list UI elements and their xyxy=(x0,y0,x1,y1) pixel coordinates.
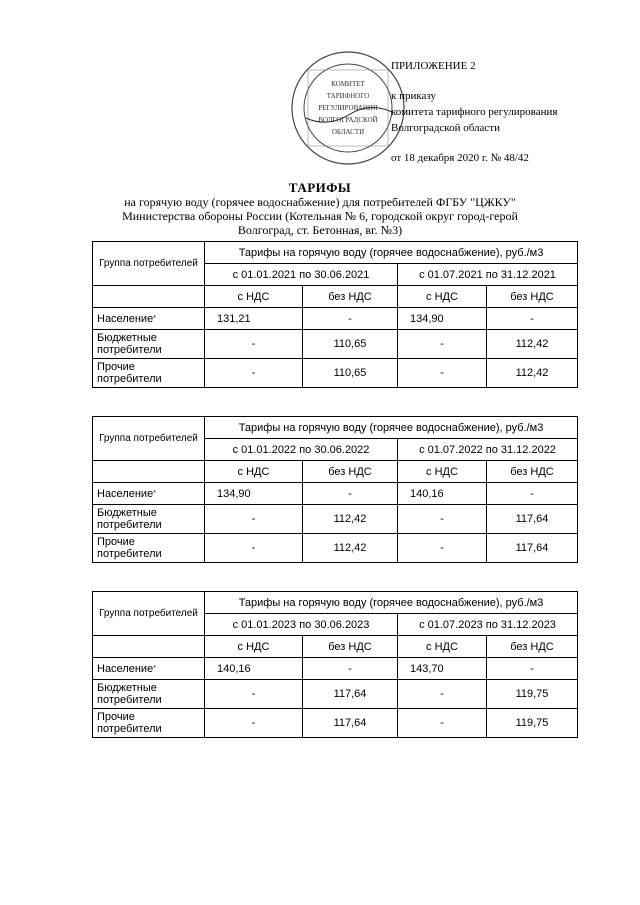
row-label: Прочие потребители xyxy=(93,359,205,388)
col-novat: без НДС xyxy=(487,286,578,308)
cell-value: 117,64 xyxy=(303,709,398,738)
cell-value: 134,90 xyxy=(205,483,303,505)
col-novat: без НДС xyxy=(487,636,578,658)
svg-text:ТАРИФНОГО: ТАРИФНОГО xyxy=(326,92,370,100)
col-novat: без НДС xyxy=(303,286,398,308)
cell-value: - xyxy=(205,709,303,738)
cell-value: - xyxy=(205,534,303,563)
table-row xyxy=(93,680,578,709)
cell-value: 112,42 xyxy=(487,330,578,359)
group-header: Группа потребителей xyxy=(93,242,205,286)
cell-value: 140,16 xyxy=(398,483,487,505)
heading-line-1: на горячую воду (горячее водоснабжение) для потребителей ФГБУ "ЦЖКУ" xyxy=(124,195,516,209)
svg-text:КОМИТЕТ: КОМИТЕТ xyxy=(331,80,365,88)
period-1: с 01.01.2022 по 30.06.2022 xyxy=(205,439,398,461)
annex-line-2: комитета тарифного регулирования xyxy=(391,106,558,118)
cell-value: 119,75 xyxy=(487,709,578,738)
cell-value: - xyxy=(303,658,398,680)
tariff-table-2022 xyxy=(92,416,578,563)
svg-text:РЕГУЛИРОВАНИЯ: РЕГУЛИРОВАНИЯ xyxy=(318,104,378,112)
cell-value: - xyxy=(303,483,398,505)
cell-value: - xyxy=(487,308,578,330)
row-label: Бюджетные потребители xyxy=(93,505,205,534)
group-header: Группа потребителей xyxy=(93,592,205,636)
tariff-header: Тарифы на горячую воду (горячее водоснабжение), руб./м3 xyxy=(205,242,578,264)
table-row xyxy=(93,534,578,563)
cell-value: - xyxy=(398,359,487,388)
col-novat: без НДС xyxy=(303,461,398,483)
svg-text:ОБЛАСТИ: ОБЛАСТИ xyxy=(331,128,365,136)
period-2: с 01.07.2023 по 31.12.2023 xyxy=(398,614,578,636)
col-novat: без НДС xyxy=(487,461,578,483)
svg-text:ВОЛГОГРАДСКОЙ: ВОЛГОГРАДСКОЙ xyxy=(318,116,378,124)
cell-value: 134,90 xyxy=(398,308,487,330)
cell-value: - xyxy=(398,709,487,738)
cell-value: - xyxy=(398,680,487,709)
cell-value: 119,75 xyxy=(487,680,578,709)
col-vat: с НДС xyxy=(398,636,487,658)
footnote-mark: * xyxy=(153,314,156,322)
annex-title: ПРИЛОЖЕНИЕ 2 xyxy=(391,60,476,72)
footnote-mark: * xyxy=(153,664,156,672)
cell-value: 110,65 xyxy=(303,330,398,359)
col-vat: с НДС xyxy=(205,636,303,658)
cell-value: 112,42 xyxy=(303,534,398,563)
annex-block xyxy=(391,58,601,166)
table-row xyxy=(93,483,578,505)
heading-line-2: Министерства обороны России (Котельная № 6, городской округ город-герой xyxy=(122,209,518,223)
period-2: с 01.07.2022 по 31.12.2022 xyxy=(398,439,578,461)
row-label: Бюджетные потребители xyxy=(93,680,205,709)
col-vat: с НДС xyxy=(398,286,487,308)
cell-value: - xyxy=(205,330,303,359)
row-label: Население xyxy=(97,312,154,325)
period-1: с 01.01.2021 по 30.06.2021 xyxy=(205,264,398,286)
annex-line-1: к приказу xyxy=(391,90,437,102)
cell-value: 117,64 xyxy=(303,680,398,709)
document-heading xyxy=(60,180,580,237)
annex-line-3: Волгоградской области xyxy=(391,122,500,134)
tariff-table-2021 xyxy=(92,241,578,388)
cell-value: - xyxy=(398,330,487,359)
table-row xyxy=(93,330,578,359)
cell-value: 140,16 xyxy=(205,658,303,680)
table-row xyxy=(93,505,578,534)
row-label: Прочие потребители xyxy=(93,534,205,563)
cell-value: - xyxy=(205,359,303,388)
col-vat: с НДС xyxy=(205,286,303,308)
cell-value: - xyxy=(205,505,303,534)
row-label: Прочие потребители xyxy=(93,709,205,738)
annex-line-4: от 18 декабря 2020 г. № 48/42 xyxy=(391,152,529,164)
col-novat: без НДС xyxy=(303,636,398,658)
footnote-mark: * xyxy=(153,489,156,497)
col-vat: с НДС xyxy=(205,461,303,483)
cell-value: 112,42 xyxy=(303,505,398,534)
cell-value: - xyxy=(487,483,578,505)
document-title: ТАРИФЫ xyxy=(288,180,352,195)
official-seal xyxy=(288,48,408,168)
tariff-table-2023 xyxy=(92,591,578,738)
group-header: Группа потребителей xyxy=(93,417,205,461)
tariff-header: Тарифы на горячую воду (горячее водоснабжение), руб./м3 xyxy=(205,417,578,439)
period-2: с 01.07.2021 по 31.12.2021 xyxy=(398,264,578,286)
period-1: с 01.01.2023 по 30.06.2023 xyxy=(205,614,398,636)
cell-value: 117,64 xyxy=(487,534,578,563)
cell-value: 143,70 xyxy=(398,658,487,680)
cell-value: - xyxy=(303,308,398,330)
tariff-header: Тарифы на горячую воду (горячее водоснабжение), руб./м3 xyxy=(205,592,578,614)
cell-value: 110,65 xyxy=(303,359,398,388)
cell-value: 131,21 xyxy=(205,308,303,330)
cell-value: 117,64 xyxy=(487,505,578,534)
table-row xyxy=(93,308,578,330)
cell-value: 112,42 xyxy=(487,359,578,388)
row-label: Население xyxy=(97,662,154,675)
heading-line-3: Волгоград, ст. Бетонная, вг. №3) xyxy=(237,223,403,237)
row-label: Бюджетные потребители xyxy=(93,330,205,359)
col-vat: с НДС xyxy=(398,461,487,483)
table-row xyxy=(93,658,578,680)
cell-value: - xyxy=(398,505,487,534)
table-row xyxy=(93,709,578,738)
cell-value: - xyxy=(487,658,578,680)
table-row xyxy=(93,359,578,388)
row-label: Население xyxy=(97,487,154,500)
cell-value: - xyxy=(398,534,487,563)
cell-value: - xyxy=(205,680,303,709)
